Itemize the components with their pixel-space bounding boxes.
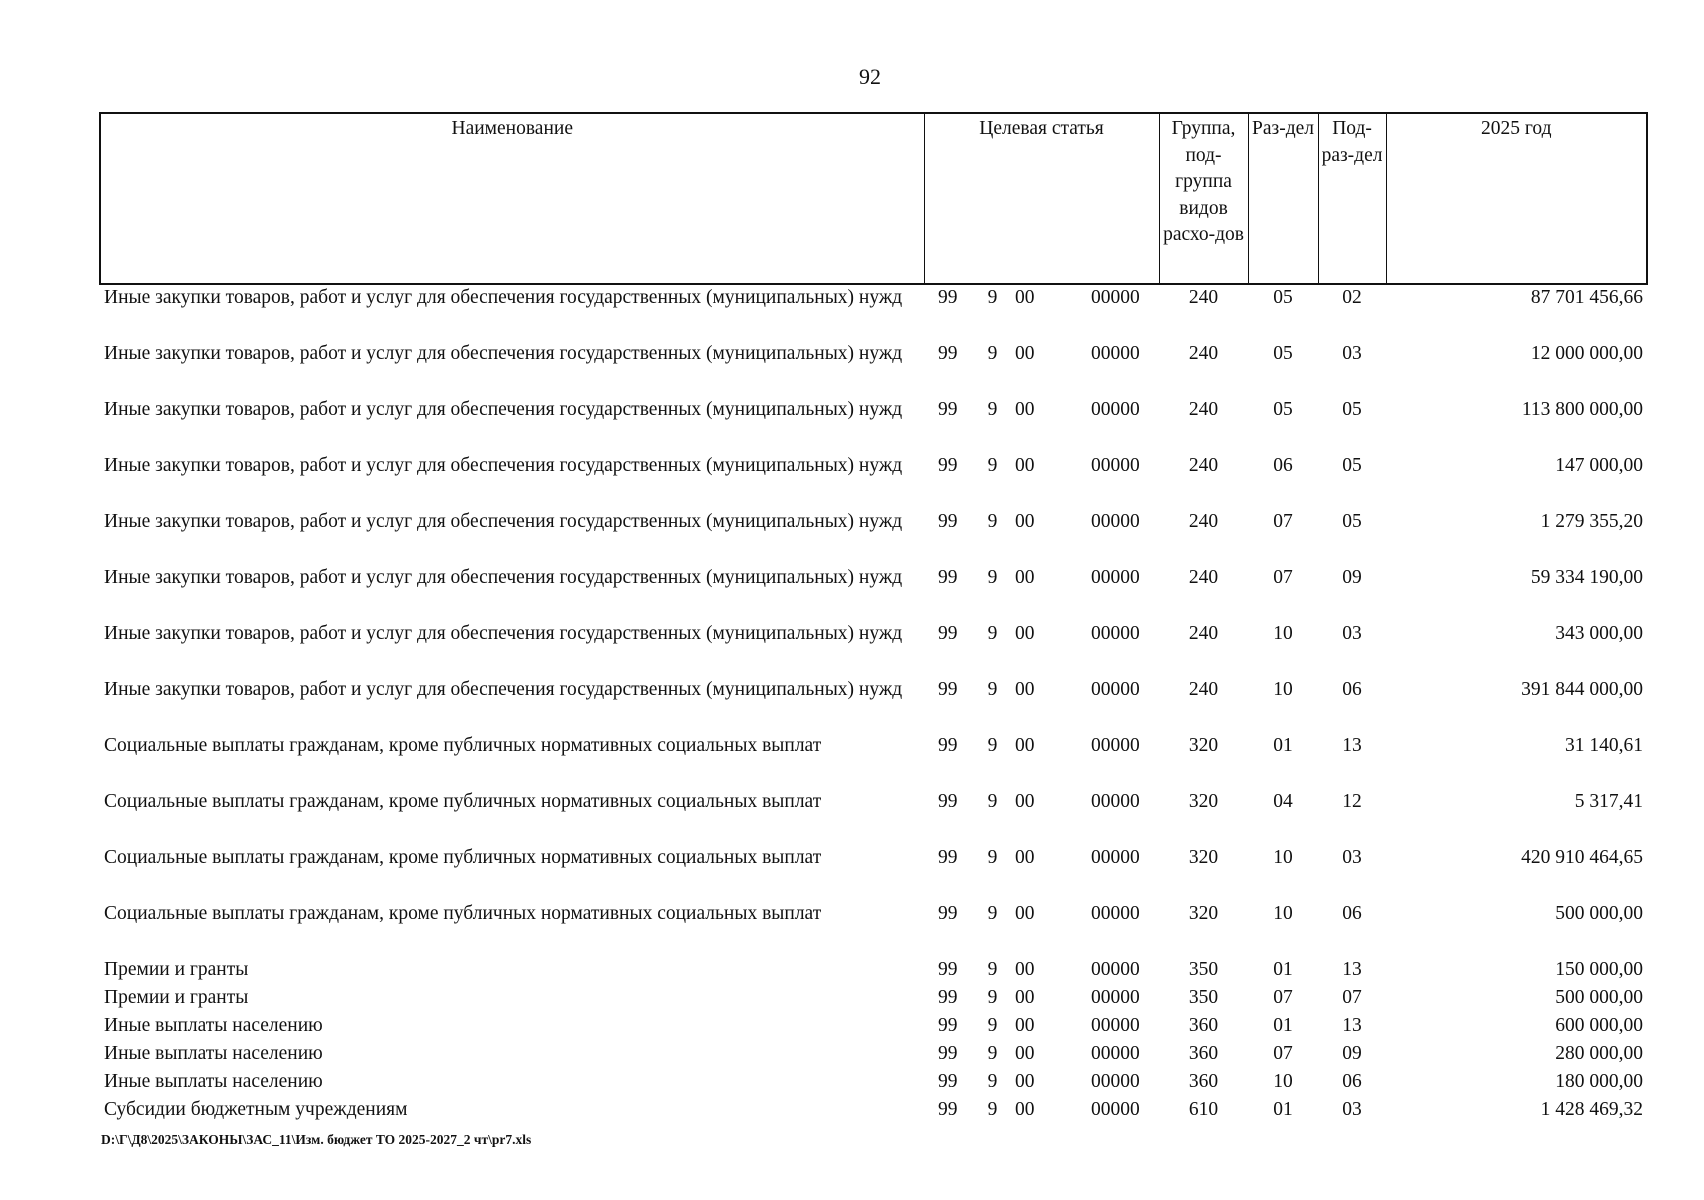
target-code-subprogram: 9 (987, 567, 998, 588)
table-row (100, 1097, 1647, 1125)
row-name: Премии и гранты (104, 959, 249, 980)
row-name: Иные выплаты населению (104, 1015, 323, 1036)
target-code-program: 99 (938, 679, 958, 700)
table-row (100, 565, 1647, 621)
target-code-main: 00 (1015, 455, 1035, 476)
target-code-program: 99 (938, 903, 958, 924)
table-row (100, 1041, 1647, 1069)
expense-group: 350 (1188, 987, 1219, 1008)
razdel: 01 (1273, 1099, 1293, 1120)
target-code-direction: 00000 (1091, 343, 1140, 364)
amount-2025: 420 910 464,65 (1521, 847, 1644, 868)
target-code-direction: 00000 (1091, 903, 1140, 924)
target-code-direction: 00000 (1091, 623, 1140, 644)
target-code-main: 00 (1015, 343, 1035, 364)
razdel: 05 (1273, 287, 1293, 308)
target-code-main: 00 (1015, 679, 1035, 700)
razdel: 10 (1273, 903, 1293, 924)
razdel: 10 (1273, 623, 1293, 644)
header-name: Наименование (100, 113, 924, 284)
header-podrazdel: Под-раз-дел (1318, 113, 1386, 284)
target-code-direction: 00000 (1091, 399, 1140, 420)
amount-2025: 600 000,00 (1555, 1015, 1644, 1036)
table-row (100, 733, 1647, 789)
podrazdel: 03 (1342, 847, 1362, 868)
target-code-program: 99 (938, 511, 958, 532)
razdel: 07 (1273, 987, 1293, 1008)
amount-2025: 391 844 000,00 (1521, 679, 1644, 700)
podrazdel: 03 (1342, 1099, 1362, 1120)
target-code-main: 00 (1015, 847, 1035, 868)
amount-2025: 500 000,00 (1555, 903, 1644, 924)
expense-group: 240 (1188, 455, 1219, 476)
header-razdel: Раз-дел (1248, 113, 1318, 284)
expense-group: 240 (1188, 567, 1219, 588)
table-row (100, 957, 1647, 985)
target-code-main: 00 (1015, 1071, 1035, 1092)
table-row (100, 985, 1647, 1013)
target-code-direction: 00000 (1091, 1099, 1140, 1120)
target-code-direction: 00000 (1091, 1015, 1140, 1036)
razdel: 04 (1273, 791, 1293, 812)
target-code-program: 99 (938, 623, 958, 644)
expense-group: 240 (1188, 511, 1219, 532)
target-code-program: 99 (938, 343, 958, 364)
row-name: Социальные выплаты гражданам, кроме публичных нормативных социальных выплат (104, 847, 822, 868)
target-code-direction: 00000 (1091, 567, 1140, 588)
table-row (100, 621, 1647, 677)
podrazdel: 09 (1342, 1043, 1362, 1064)
amount-2025: 12 000 000,00 (1530, 343, 1644, 364)
expense-group: 350 (1188, 959, 1219, 980)
table-header-row (100, 113, 1647, 284)
razdel: 01 (1273, 735, 1293, 756)
amount-2025: 113 800 000,00 (1521, 399, 1644, 420)
razdel: 06 (1273, 455, 1293, 476)
amount-2025: 343 000,00 (1555, 623, 1644, 644)
razdel: 10 (1273, 1071, 1293, 1092)
target-code-subprogram: 9 (987, 1099, 998, 1120)
target-code-subprogram: 9 (987, 1071, 998, 1092)
target-code-main: 00 (1015, 1043, 1035, 1064)
razdel: 01 (1273, 959, 1293, 980)
razdel: 07 (1273, 1043, 1293, 1064)
target-code-program: 99 (938, 735, 958, 756)
target-code-subprogram: 9 (987, 791, 998, 812)
target-code-program: 99 (938, 1043, 958, 1064)
podrazdel: 05 (1342, 511, 1362, 532)
row-name: Социальные выплаты гражданам, кроме публичных нормативных социальных выплат (104, 791, 822, 812)
podrazdel: 02 (1342, 287, 1362, 308)
target-code-subprogram: 9 (987, 511, 998, 532)
target-code-main: 00 (1015, 399, 1035, 420)
expense-group: 320 (1188, 847, 1219, 868)
amount-2025: 1 428 469,32 (1540, 1099, 1644, 1120)
target-code-main: 00 (1015, 987, 1035, 1008)
expense-group: 240 (1188, 623, 1219, 644)
target-code-program: 99 (938, 567, 958, 588)
razdel: 01 (1273, 1015, 1293, 1036)
podrazdel: 09 (1342, 567, 1362, 588)
budget-table (99, 112, 1648, 1125)
expense-group: 320 (1188, 903, 1219, 924)
table-row (100, 901, 1647, 957)
target-code-subprogram: 9 (987, 679, 998, 700)
target-code-subprogram: 9 (987, 1043, 998, 1064)
expense-group: 320 (1188, 791, 1219, 812)
expense-group: 240 (1188, 399, 1219, 420)
row-name: Иные выплаты населению (104, 1043, 323, 1064)
podrazdel: 06 (1342, 1071, 1362, 1092)
page-number: 92 (859, 64, 881, 89)
expense-group: 610 (1188, 1099, 1219, 1120)
target-code-main: 00 (1015, 567, 1035, 588)
table-row (100, 677, 1647, 733)
amount-2025: 147 000,00 (1555, 455, 1644, 476)
file-path-footer: D:\Г\Д8\2025\ЗАКОНЫ\ЗАС_11\Изм. бюджет ТО 2025-2027_2 чт\pr7.xls (101, 1132, 532, 1147)
header-expense-group: Группа, под-группа видов расхо-дов (1159, 113, 1248, 284)
target-code-direction: 00000 (1091, 455, 1140, 476)
target-code-program: 99 (938, 287, 958, 308)
target-code-main: 00 (1015, 1099, 1035, 1120)
podrazdel: 06 (1342, 679, 1362, 700)
row-name: Субсидии бюджетным учреждениям (104, 1099, 408, 1120)
target-code-subprogram: 9 (987, 903, 998, 924)
target-code-program: 99 (938, 1071, 958, 1092)
target-code-direction: 00000 (1091, 679, 1140, 700)
expense-group: 240 (1188, 287, 1219, 308)
podrazdel: 03 (1342, 623, 1362, 644)
expense-group: 240 (1188, 679, 1219, 700)
podrazdel: 07 (1342, 987, 1362, 1008)
target-code-direction: 00000 (1091, 987, 1140, 1008)
row-name: Иные закупки товаров, работ и услуг для обеспечения государственных (муниципальных) нужд (104, 455, 903, 476)
table-row (100, 1013, 1647, 1041)
target-code-subprogram: 9 (987, 959, 998, 980)
expense-group: 360 (1188, 1043, 1219, 1064)
row-name: Иные закупки товаров, работ и услуг для обеспечения государственных (муниципальных) нужд (104, 343, 903, 364)
header-target-article: Целевая статья (924, 113, 1159, 284)
target-code-main: 00 (1015, 959, 1035, 980)
row-name: Иные закупки товаров, работ и услуг для обеспечения государственных (муниципальных) нужд (104, 287, 903, 308)
target-code-main: 00 (1015, 511, 1035, 532)
amount-2025: 5 317,41 (1574, 791, 1644, 812)
target-code-program: 99 (938, 847, 958, 868)
amount-2025: 1 279 355,20 (1540, 511, 1644, 532)
podrazdel: 06 (1342, 903, 1362, 924)
podrazdel: 12 (1342, 791, 1362, 812)
target-code-direction: 00000 (1091, 287, 1140, 308)
table-row (100, 341, 1647, 397)
podrazdel: 13 (1342, 1015, 1362, 1036)
row-name: Социальные выплаты гражданам, кроме публичных нормативных социальных выплат (104, 735, 822, 756)
target-code-direction: 00000 (1091, 959, 1140, 980)
row-name: Социальные выплаты гражданам, кроме публичных нормативных социальных выплат (104, 903, 822, 924)
target-code-main: 00 (1015, 287, 1035, 308)
target-code-subprogram: 9 (987, 987, 998, 1008)
podrazdel: 03 (1342, 343, 1362, 364)
target-code-direction: 00000 (1091, 847, 1140, 868)
podrazdel: 05 (1342, 455, 1362, 476)
razdel: 05 (1273, 399, 1293, 420)
target-code-direction: 00000 (1091, 1043, 1140, 1064)
row-name: Иные закупки товаров, работ и услуг для обеспечения государственных (муниципальных) нужд (104, 679, 903, 700)
table-row (100, 789, 1647, 845)
target-code-subprogram: 9 (987, 623, 998, 644)
row-name: Иные закупки товаров, работ и услуг для обеспечения государственных (муниципальных) нужд (104, 511, 903, 532)
target-code-program: 99 (938, 959, 958, 980)
table-row (100, 509, 1647, 565)
target-code-program: 99 (938, 987, 958, 1008)
target-code-main: 00 (1015, 735, 1035, 756)
target-code-main: 00 (1015, 791, 1035, 812)
target-code-direction: 00000 (1091, 1071, 1140, 1092)
target-code-subprogram: 9 (987, 455, 998, 476)
podrazdel: 05 (1342, 399, 1362, 420)
row-name: Иные закупки товаров, работ и услуг для обеспечения государственных (муниципальных) нужд (104, 623, 903, 644)
table-row (100, 845, 1647, 901)
amount-2025: 150 000,00 (1555, 959, 1644, 980)
target-code-subprogram: 9 (987, 735, 998, 756)
target-code-direction: 00000 (1091, 735, 1140, 756)
amount-2025: 500 000,00 (1555, 987, 1644, 1008)
expense-group: 240 (1188, 343, 1219, 364)
expense-group: 360 (1188, 1015, 1219, 1036)
amount-2025: 59 334 190,00 (1530, 567, 1644, 588)
razdel: 10 (1273, 679, 1293, 700)
budget-table-container (99, 112, 1646, 1125)
target-code-program: 99 (938, 455, 958, 476)
target-code-subprogram: 9 (987, 287, 998, 308)
table-body (100, 284, 1647, 1125)
razdel: 07 (1273, 511, 1293, 532)
table-row (100, 397, 1647, 453)
podrazdel: 13 (1342, 959, 1362, 980)
target-code-direction: 00000 (1091, 791, 1140, 812)
row-name: Премии и гранты (104, 987, 249, 1008)
target-code-main: 00 (1015, 903, 1035, 924)
amount-2025: 180 000,00 (1555, 1071, 1644, 1092)
row-name: Иные закупки товаров, работ и услуг для обеспечения государственных (муниципальных) нужд (104, 567, 903, 588)
razdel: 10 (1273, 847, 1293, 868)
target-code-program: 99 (938, 1099, 958, 1120)
razdel: 05 (1273, 343, 1293, 364)
target-code-subprogram: 9 (987, 847, 998, 868)
row-name: Иные выплаты населению (104, 1071, 323, 1092)
amount-2025: 87 701 456,66 (1530, 287, 1644, 308)
amount-2025: 31 140,61 (1565, 735, 1644, 756)
target-code-main: 00 (1015, 1015, 1035, 1036)
row-name: Иные закупки товаров, работ и услуг для обеспечения государственных (муниципальных) нужд (104, 399, 903, 420)
target-code-subprogram: 9 (987, 399, 998, 420)
expense-group: 360 (1188, 1071, 1219, 1092)
header-year-2025: 2025 год (1386, 113, 1647, 284)
podrazdel: 13 (1342, 735, 1362, 756)
expense-group: 320 (1188, 735, 1219, 756)
razdel: 07 (1273, 567, 1293, 588)
table-row (100, 453, 1647, 509)
target-code-subprogram: 9 (987, 343, 998, 364)
table-row (100, 284, 1647, 341)
target-code-program: 99 (938, 1015, 958, 1036)
target-code-direction: 00000 (1091, 511, 1140, 532)
target-code-program: 99 (938, 791, 958, 812)
table-row (100, 1069, 1647, 1097)
target-code-program: 99 (938, 399, 958, 420)
amount-2025: 280 000,00 (1555, 1043, 1644, 1064)
target-code-subprogram: 9 (987, 1015, 998, 1036)
target-code-main: 00 (1015, 623, 1035, 644)
